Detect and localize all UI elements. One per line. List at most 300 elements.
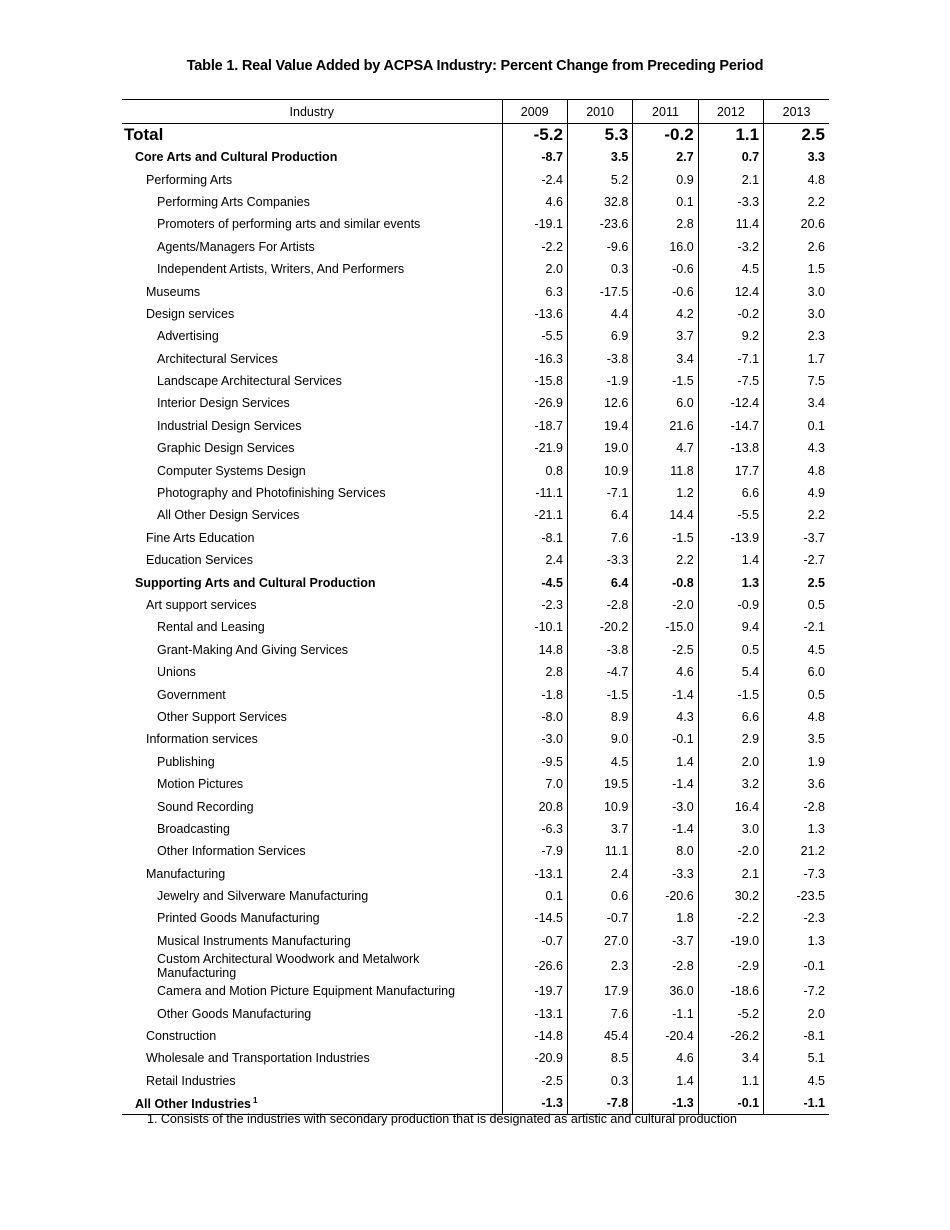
value-cell: 17.9	[567, 980, 632, 1002]
value-cell: -13.1	[502, 863, 567, 885]
table-row	[122, 840, 829, 862]
value-cell: 3.0	[764, 303, 829, 325]
table-row	[122, 616, 829, 638]
value-cell: 1.3	[764, 818, 829, 840]
industry-name: Information services	[146, 732, 258, 747]
value-cell: 19.4	[567, 415, 632, 437]
value-cell: 3.0	[698, 818, 763, 840]
value-cell: -8.7	[502, 146, 567, 168]
value-cell: 2.9	[698, 728, 763, 750]
industry-name: Other Support Services	[157, 709, 287, 724]
header-year: 2010	[567, 100, 632, 124]
table-title: Table 1. Real Value Added by ACPSA Industry: Percent Change from Preceding Period	[186, 58, 764, 74]
value-cell: 2.4	[567, 863, 632, 885]
value-cell: 6.6	[698, 482, 763, 504]
value-cell: -10.1	[502, 616, 567, 638]
table-row	[122, 751, 829, 773]
value-cell: 4.5	[764, 1070, 829, 1092]
value-cell: 6.4	[567, 571, 632, 593]
value-cell: -11.1	[502, 482, 567, 504]
value-cell: 1.3	[698, 571, 763, 593]
industry-name: Computer Systems Design	[157, 463, 306, 478]
value-cell: 4.8	[764, 706, 829, 728]
value-cell: 2.5	[764, 571, 829, 593]
value-cell: 27.0	[567, 930, 632, 952]
value-cell: 4.8	[764, 168, 829, 190]
value-cell: -1.4	[633, 818, 698, 840]
header-year: 2012	[698, 100, 763, 124]
value-cell: 6.3	[502, 280, 567, 302]
value-cell: -3.3	[633, 863, 698, 885]
value-cell: -4.5	[502, 571, 567, 593]
value-cell: 2.0	[502, 258, 567, 280]
value-cell: 0.5	[764, 594, 829, 616]
industry-name: Other Information Services	[157, 844, 306, 859]
industry-name: Core Arts and Cultural Production	[135, 150, 338, 165]
value-cell: 12.4	[698, 280, 763, 302]
industry-name: Camera and Motion Picture Equipment Manufacturing	[157, 984, 456, 999]
value-cell: 0.6	[567, 885, 632, 907]
table-row	[122, 549, 829, 571]
value-cell: 7.6	[567, 1002, 632, 1024]
table-row	[122, 415, 829, 437]
value-cell: -23.5	[764, 885, 829, 907]
table-row	[122, 639, 829, 661]
value-cell: -0.8	[633, 571, 698, 593]
value-cell: -2.2	[698, 907, 763, 929]
value-cell: -3.8	[567, 348, 632, 370]
value-cell: 0.1	[502, 885, 567, 907]
value-cell: 4.5	[764, 639, 829, 661]
value-cell: -14.8	[502, 1025, 567, 1047]
value-cell: -8.0	[502, 706, 567, 728]
value-cell: -0.1	[633, 728, 698, 750]
value-cell: 8.9	[567, 706, 632, 728]
value-cell: -2.0	[633, 594, 698, 616]
value-cell: 2.2	[764, 191, 829, 213]
value-cell: 2.5	[764, 124, 829, 147]
value-cell: -2.5	[502, 1070, 567, 1092]
value-cell: 3.6	[764, 773, 829, 795]
value-cell: 3.7	[567, 818, 632, 840]
value-cell: -13.1	[502, 1002, 567, 1024]
industry-name: Museums	[146, 284, 201, 299]
value-cell: 2.1	[698, 168, 763, 190]
value-cell: -1.4	[633, 683, 698, 705]
value-cell: 5.4	[698, 661, 763, 683]
value-cell: 8.5	[567, 1047, 632, 1069]
table-row	[122, 571, 829, 593]
industry-name: Musical Instruments Manufacturing	[157, 933, 351, 948]
value-cell: -26.2	[698, 1025, 763, 1047]
value-cell: 5.3	[567, 124, 632, 147]
table-row	[122, 437, 829, 459]
header-year: 2011	[633, 100, 698, 124]
value-cell: -13.8	[698, 437, 763, 459]
value-cell: 1.5	[764, 258, 829, 280]
table-row	[122, 1002, 829, 1024]
industry-name: Jewelry and Silverware Manufacturing	[157, 889, 369, 904]
value-cell: -2.2	[502, 236, 567, 258]
value-cell: -18.6	[698, 980, 763, 1002]
table-row	[122, 370, 829, 392]
table-row	[122, 907, 829, 929]
value-cell: 4.3	[633, 706, 698, 728]
value-cell: 0.3	[567, 1070, 632, 1092]
value-cell: -0.6	[633, 258, 698, 280]
table-row	[122, 392, 829, 414]
value-cell: 4.5	[567, 751, 632, 773]
value-cell: -26.9	[502, 392, 567, 414]
value-cell: -21.1	[502, 504, 567, 526]
value-cell: -19.0	[698, 930, 763, 952]
value-cell: -19.7	[502, 980, 567, 1002]
value-cell: -7.3	[764, 863, 829, 885]
value-cell: 2.0	[698, 751, 763, 773]
value-cell: -8.1	[502, 527, 567, 549]
value-cell: -7.5	[698, 370, 763, 392]
value-cell: 4.7	[633, 437, 698, 459]
industry-name: Performing Arts	[146, 172, 233, 187]
header-row	[122, 100, 829, 124]
value-cell: -3.7	[764, 527, 829, 549]
value-cell: 1.4	[698, 549, 763, 571]
table-body	[122, 124, 829, 1115]
table-row	[122, 191, 829, 213]
value-cell: -18.7	[502, 415, 567, 437]
value-cell: -3.0	[502, 728, 567, 750]
value-cell: -14.5	[502, 907, 567, 929]
value-cell: -2.8	[633, 952, 698, 980]
industry-name: Industrial Design Services	[157, 418, 302, 433]
value-cell: -3.0	[633, 795, 698, 817]
table-row	[122, 863, 829, 885]
value-cell: 0.5	[764, 683, 829, 705]
value-cell: 21.2	[764, 840, 829, 862]
footnote: 1. Consists of the industries with secondary production that is designated as artistic and cultural production	[147, 1112, 737, 1126]
value-cell: 9.4	[698, 616, 763, 638]
value-cell: -5.2	[502, 124, 567, 147]
value-cell: 36.0	[633, 980, 698, 1002]
value-cell: 9.2	[698, 325, 763, 347]
value-cell: -14.7	[698, 415, 763, 437]
value-cell: 1.9	[764, 751, 829, 773]
value-cell: 0.8	[502, 459, 567, 481]
value-cell: 11.4	[698, 213, 763, 235]
value-cell: 5.2	[567, 168, 632, 190]
value-cell: -2.3	[764, 907, 829, 929]
value-cell: -20.9	[502, 1047, 567, 1069]
value-cell: -0.2	[633, 124, 698, 147]
table-row	[122, 504, 829, 526]
value-cell: -1.5	[633, 370, 698, 392]
value-cell: 0.3	[567, 258, 632, 280]
value-cell: 11.1	[567, 840, 632, 862]
value-cell: 2.4	[502, 549, 567, 571]
value-cell: -0.7	[567, 907, 632, 929]
value-cell: 9.0	[567, 728, 632, 750]
table-row	[122, 706, 829, 728]
value-cell: -9.6	[567, 236, 632, 258]
industry-name: Broadcasting	[157, 821, 230, 836]
value-cell: 4.4	[567, 303, 632, 325]
value-cell: -0.7	[502, 930, 567, 952]
value-cell: -16.3	[502, 348, 567, 370]
value-cell: -9.5	[502, 751, 567, 773]
table-row	[122, 146, 829, 168]
data-table	[122, 99, 829, 1115]
value-cell: 3.7	[633, 325, 698, 347]
value-cell: -3.7	[633, 930, 698, 952]
value-cell: -26.6	[502, 952, 567, 980]
table-row	[122, 482, 829, 504]
industry-name: Design services	[146, 306, 235, 321]
table-row	[122, 303, 829, 325]
value-cell: 4.3	[764, 437, 829, 459]
table-row	[122, 795, 829, 817]
industry-name: Landscape Architectural Services	[157, 374, 342, 389]
industry-name: Custom Architectural Woodwork and Metalwork Manufacturing	[157, 952, 420, 981]
value-cell: 6.4	[567, 504, 632, 526]
value-cell: 30.2	[698, 885, 763, 907]
value-cell: 1.7	[764, 348, 829, 370]
value-cell: 14.4	[633, 504, 698, 526]
industry-name: Advertising	[157, 329, 219, 344]
table-row	[122, 1070, 829, 1092]
table-row	[122, 818, 829, 840]
value-cell: -5.5	[502, 325, 567, 347]
value-cell: 0.9	[633, 168, 698, 190]
value-cell: -15.8	[502, 370, 567, 392]
industry-name: Manufacturing	[146, 866, 226, 881]
value-cell: 4.9	[764, 482, 829, 504]
value-cell: -7.8	[567, 1092, 632, 1115]
industry-name: Wholesale and Transportation Industries	[146, 1051, 370, 1066]
value-cell: -1.1	[764, 1092, 829, 1115]
value-cell: 21.6	[633, 415, 698, 437]
table-row	[122, 213, 829, 235]
industry-name: Graphic Design Services	[157, 441, 295, 456]
value-cell: -1.5	[698, 683, 763, 705]
value-cell: -7.1	[567, 482, 632, 504]
value-cell: 3.4	[698, 1047, 763, 1069]
value-cell: -0.1	[764, 952, 829, 980]
value-cell: -7.2	[764, 980, 829, 1002]
header-year: 2009	[502, 100, 567, 124]
value-cell: -2.0	[698, 840, 763, 862]
industry-name: Construction	[146, 1029, 217, 1044]
table-row	[122, 280, 829, 302]
value-cell: 1.4	[633, 751, 698, 773]
value-cell: -20.6	[633, 885, 698, 907]
value-cell: -5.5	[698, 504, 763, 526]
industry-name: Fine Arts Education	[146, 530, 255, 545]
industry-name: Unions	[157, 665, 196, 680]
value-cell: 2.3	[764, 325, 829, 347]
value-cell: -20.4	[633, 1025, 698, 1047]
value-cell: 16.0	[633, 236, 698, 258]
value-cell: -6.3	[502, 818, 567, 840]
table-row	[122, 1025, 829, 1047]
industry-name: Performing Arts Companies	[157, 194, 310, 209]
value-cell: -2.8	[764, 795, 829, 817]
value-cell: -0.9	[698, 594, 763, 616]
industry-name: Promoters of performing arts and similar events	[157, 217, 421, 232]
value-cell: -0.2	[698, 303, 763, 325]
value-cell: -2.9	[698, 952, 763, 980]
value-cell: 19.0	[567, 437, 632, 459]
value-cell: 2.6	[764, 236, 829, 258]
value-cell: -5.2	[698, 1002, 763, 1024]
industry-name: Agents/Managers For Artists	[157, 239, 315, 254]
value-cell: -13.9	[698, 527, 763, 549]
table-row	[122, 258, 829, 280]
value-cell: 7.5	[764, 370, 829, 392]
value-cell: 2.1	[698, 863, 763, 885]
value-cell: -2.3	[502, 594, 567, 616]
table-row	[122, 661, 829, 683]
value-cell: -1.1	[633, 1002, 698, 1024]
value-cell: -0.6	[633, 280, 698, 302]
value-cell: 12.6	[567, 392, 632, 414]
industry-name: Independent Artists, Writers, And Performers	[157, 262, 405, 277]
table-row	[122, 459, 829, 481]
table-row	[122, 527, 829, 549]
value-cell: 2.2	[764, 504, 829, 526]
table-row	[122, 980, 829, 1002]
industry-name: Rental and Leasing	[157, 620, 265, 635]
value-cell: -7.1	[698, 348, 763, 370]
value-cell: 1.4	[633, 1070, 698, 1092]
value-cell: -3.3	[567, 549, 632, 571]
value-cell: -19.1	[502, 213, 567, 235]
table-row	[122, 1047, 829, 1069]
industry-name: Grant-Making And Giving Services	[157, 642, 349, 657]
value-cell: 6.0	[633, 392, 698, 414]
value-cell: -23.6	[567, 213, 632, 235]
value-cell: 4.6	[502, 191, 567, 213]
value-cell: -13.6	[502, 303, 567, 325]
industry-name: Architectural Services	[157, 351, 278, 366]
industry-name: Sound Recording	[157, 799, 254, 814]
value-cell: 17.7	[698, 459, 763, 481]
value-cell: 20.6	[764, 213, 829, 235]
value-cell: 14.8	[502, 639, 567, 661]
value-cell: -1.5	[567, 683, 632, 705]
table-row	[122, 773, 829, 795]
value-cell: 6.9	[567, 325, 632, 347]
value-cell: -17.5	[567, 280, 632, 302]
table-row	[122, 124, 829, 147]
value-cell: -20.2	[567, 616, 632, 638]
value-cell: 6.0	[764, 661, 829, 683]
value-cell: 4.5	[698, 258, 763, 280]
value-cell: -21.9	[502, 437, 567, 459]
table-row	[122, 325, 829, 347]
value-cell: 32.8	[567, 191, 632, 213]
value-cell: -1.8	[502, 683, 567, 705]
value-cell: -7.9	[502, 840, 567, 862]
value-cell: -2.4	[502, 168, 567, 190]
value-cell: -1.3	[633, 1092, 698, 1115]
value-cell: 0.1	[764, 415, 829, 437]
value-cell: 11.8	[633, 459, 698, 481]
industry-name: Publishing	[157, 754, 215, 769]
value-cell: 3.5	[764, 728, 829, 750]
table-row	[122, 594, 829, 616]
value-cell: 8.0	[633, 840, 698, 862]
value-cell: -15.0	[633, 616, 698, 638]
value-cell: 3.4	[633, 348, 698, 370]
industry-name: Education Services	[146, 553, 254, 568]
value-cell: -0.1	[698, 1092, 763, 1115]
industry-name: All Other Industries $^1$	[122, 1092, 502, 1115]
value-cell: 0.7	[698, 146, 763, 168]
value-cell: 2.8	[633, 213, 698, 235]
value-cell: 7.6	[567, 527, 632, 549]
value-cell: 6.6	[698, 706, 763, 728]
value-cell: -8.1	[764, 1025, 829, 1047]
industry-name: All Other Design Services	[157, 508, 300, 523]
industry-name: Other Goods Manufacturing	[157, 1006, 312, 1021]
table-row	[122, 168, 829, 190]
value-cell: -1.3	[502, 1092, 567, 1115]
table-row	[122, 236, 829, 258]
industry-name: Government	[157, 687, 226, 702]
value-cell: 16.4	[698, 795, 763, 817]
header-industry: Industry	[122, 100, 502, 124]
value-cell: 3.2	[698, 773, 763, 795]
value-cell: 1.8	[633, 907, 698, 929]
value-cell: 3.4	[764, 392, 829, 414]
value-cell: 2.3	[567, 952, 632, 980]
value-cell: 1.1	[698, 124, 763, 147]
footnote-ref: 1	[253, 1095, 258, 1105]
industry-name: Motion Pictures	[157, 777, 244, 792]
value-cell: 4.2	[633, 303, 698, 325]
value-cell: 2.7	[633, 146, 698, 168]
industry-name: Total	[124, 125, 164, 144]
table-row	[122, 728, 829, 750]
value-cell: -4.7	[567, 661, 632, 683]
value-cell: 1.3	[764, 930, 829, 952]
industry-name: Interior Design Services	[157, 396, 290, 411]
value-cell: 19.5	[567, 773, 632, 795]
value-cell: -2.7	[764, 549, 829, 571]
value-cell: 3.3	[764, 146, 829, 168]
industry-name: Printed Goods Manufacturing	[157, 911, 320, 926]
value-cell: 10.9	[567, 795, 632, 817]
value-cell: -12.4	[698, 392, 763, 414]
industry-name: Retail Industries	[146, 1073, 236, 1088]
table-row	[122, 348, 829, 370]
industry-name: Supporting Arts and Cultural Production	[135, 575, 376, 590]
value-cell: -1.9	[567, 370, 632, 392]
header-year: 2013	[764, 100, 829, 124]
table-row	[122, 952, 829, 980]
value-cell: -1.5	[633, 527, 698, 549]
industry-name: Art support services	[146, 598, 257, 612]
industry-name: Photography and Photofinishing Services	[157, 486, 386, 501]
value-cell: -2.5	[633, 639, 698, 661]
value-cell: 10.9	[567, 459, 632, 481]
value-cell: 4.8	[764, 459, 829, 481]
value-cell: -1.4	[633, 773, 698, 795]
value-cell: 7.0	[502, 773, 567, 795]
value-cell: 45.4	[567, 1025, 632, 1047]
table-row	[122, 885, 829, 907]
value-cell: 2.8	[502, 661, 567, 683]
